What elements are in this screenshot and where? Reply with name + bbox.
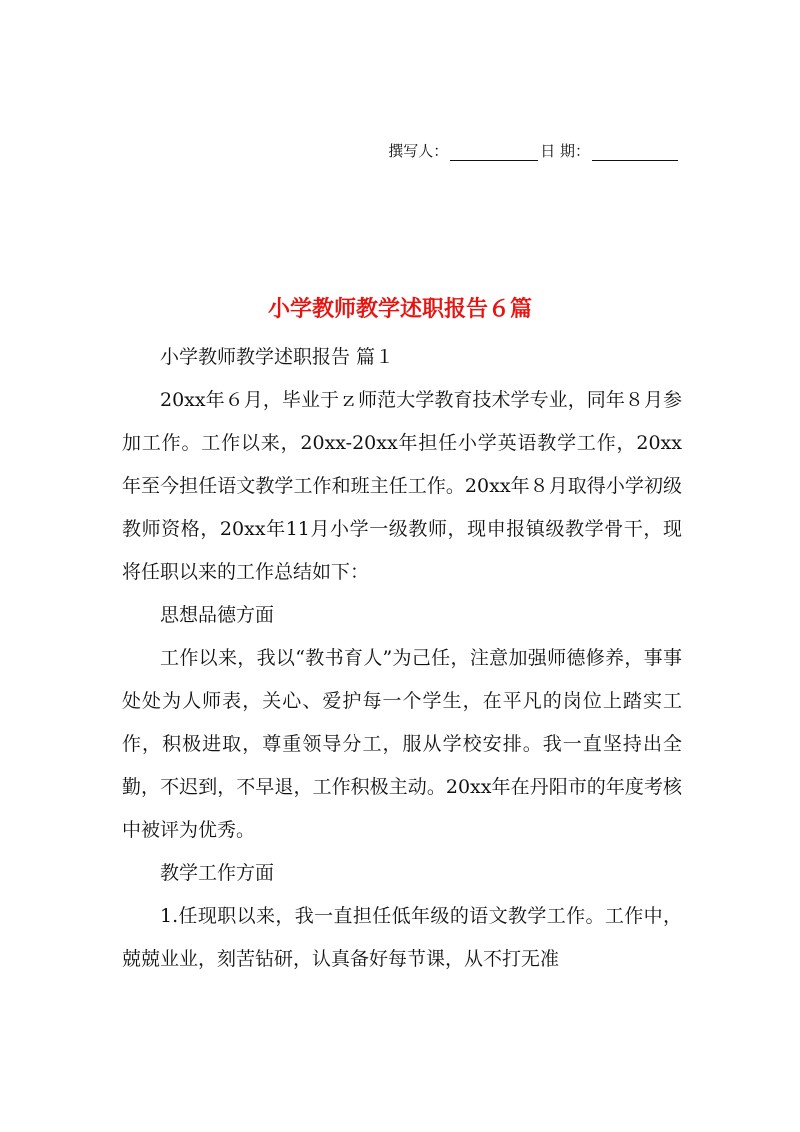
section-heading: 思想品德方面 [160,604,275,626]
date-blank [592,144,678,161]
body-paragraph: 工作以来，我以“教书育人”为己任，注意加强师德修养，事事处处为人师表，关心、爱护每一个学生，在平凡的岗位上踏实工作，积极进取，尊重领导分工，服从学校安排。我一直坚持出全勤，不迟到，不早退，工作积极主动。20xx年在丹阳市的年度考核中被评为优秀。 [122,647,682,841]
section-heading: 教学工作方面 [160,862,275,884]
document-body [122,336,682,981]
section-heading: 小学教师教学述职报告 篇１ [160,346,395,368]
author-label: 撰写人： [388,142,449,160]
body-paragraph: 1.任现职以来，我一直担任低年级的语文教学工作。工作中，兢兢业业，刻苦钻研，认真备好每节课，从不打无准 [122,905,682,970]
date-label: 日 期： [540,142,590,160]
document-title: 小学教师教学述职报告６篇 [267,296,532,322]
body-paragraph: 20xx年６月，毕业于ｚ师范大学教育技术学专业，同年８月参加工作。工作以来，20xx-20xx年担任小学英语教学工作，20xx年至今担任语文教学工作和班主任工作。20xx年８月取得小学初级教师资格，20xx年11月小学一级教师，现申报镇级教学骨干，现将任职以来的工作总结如下： [122,389,682,583]
header-fields [388,141,680,161]
author-blank [450,144,538,161]
